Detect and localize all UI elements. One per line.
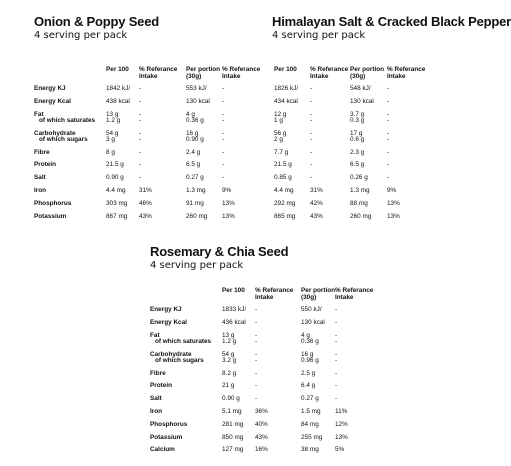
- row-value: -: [139, 161, 142, 169]
- row-label: Fat: [34, 110, 44, 118]
- row-value: -: [255, 331, 258, 339]
- row-sublabel: of which sugars: [39, 136, 88, 144]
- column-header: % Referance Intake: [387, 66, 426, 81]
- column-header: % Referance Intake: [310, 66, 349, 81]
- row-label: Potassium: [150, 433, 183, 441]
- row-value: -: [387, 117, 390, 125]
- row-value: -: [139, 117, 142, 125]
- row-label: Calcium: [150, 446, 175, 454]
- row-value: 260 mg: [186, 212, 208, 220]
- row-value: -: [387, 85, 390, 92]
- row-value: -: [335, 395, 338, 403]
- row-label: Energy KJ: [150, 306, 182, 313]
- row-value: -: [255, 395, 258, 403]
- row-value: 1826 kJ/: [274, 85, 299, 92]
- panel-subtitle: 4 serving per pack: [272, 30, 366, 41]
- row-value: -: [335, 369, 338, 377]
- row-value: -: [335, 382, 338, 390]
- row-value: 21 g: [222, 382, 235, 390]
- row-value: -: [387, 161, 390, 169]
- row-value: -: [387, 136, 390, 144]
- row-value: 1.5 mg: [301, 408, 321, 415]
- row-value: 43%: [139, 212, 152, 220]
- row-value: 11%: [335, 408, 348, 415]
- row-value: 0.36 g: [301, 338, 319, 346]
- column-header: Per 100: [106, 66, 129, 73]
- row-value: 0.90 g: [106, 174, 124, 182]
- row-sublabel: of which saturates: [155, 338, 212, 346]
- row-value: 13 g: [222, 331, 235, 339]
- row-value: 13%: [387, 212, 400, 220]
- column-header: % Referance Intake: [255, 287, 294, 302]
- row-label: Carbohydrate: [34, 129, 76, 137]
- row-value: -: [139, 110, 142, 118]
- row-value: 16 g: [186, 129, 199, 137]
- row-value: 4 g: [186, 110, 195, 118]
- row-value: 1 g: [274, 117, 283, 125]
- row-value: 0.90 g: [222, 395, 240, 403]
- row-value: -: [310, 129, 313, 137]
- column-header: Per 100: [222, 287, 245, 294]
- row-value: 31%: [139, 187, 152, 194]
- row-value: 38 mg: [301, 446, 319, 454]
- row-value: 3.7 g: [350, 110, 365, 118]
- row-value: -: [335, 357, 338, 365]
- row-value: -: [310, 85, 313, 92]
- row-value: 130 kcal: [350, 97, 374, 105]
- row-value: 5.1 mg: [222, 408, 242, 415]
- row-value: -: [387, 129, 390, 137]
- row-value: 21.5 g: [106, 161, 124, 169]
- row-label: Protein: [150, 382, 173, 390]
- row-value: -: [335, 331, 338, 339]
- row-value: 21.5 g: [274, 161, 292, 169]
- row-value: 4 g: [301, 331, 310, 339]
- row-value: 12 g: [274, 110, 287, 118]
- nutrition-panel-1: [34, 14, 269, 234]
- row-value: -: [222, 136, 225, 144]
- row-value: 5%: [335, 446, 345, 454]
- row-value: -: [222, 148, 225, 156]
- row-value: 438 kcal: [106, 97, 130, 105]
- row-value: 281 mg: [222, 420, 244, 428]
- row-value: 260 mg: [350, 212, 372, 220]
- row-value: 43%: [255, 433, 268, 441]
- row-value: 16 g: [301, 350, 314, 358]
- row-value: -: [255, 357, 258, 365]
- row-value: 2.3 g: [350, 148, 365, 156]
- row-value: -: [139, 97, 142, 105]
- row-value: 865 mg: [274, 212, 296, 220]
- row-value: -: [335, 338, 338, 346]
- row-value: 4.4 mg: [106, 187, 126, 194]
- row-value: 434 kcal: [274, 97, 298, 105]
- row-value: 0.3 g: [350, 117, 365, 125]
- row-value: 0.36 g: [186, 117, 204, 125]
- row-label: Fibre: [150, 369, 166, 377]
- row-value: -: [255, 350, 258, 358]
- nutrition-panel-3: [150, 244, 385, 459]
- row-sublabel: of which sugars: [155, 357, 204, 365]
- row-value: -: [222, 97, 225, 105]
- row-value: 0.6 g: [350, 136, 365, 144]
- row-value: -: [222, 129, 225, 137]
- row-value: -: [222, 85, 225, 92]
- nutrition-panel-2: [272, 14, 511, 234]
- row-value: 17 g: [350, 129, 363, 137]
- row-value: -: [310, 117, 313, 125]
- row-value: 7.7 g: [274, 148, 289, 156]
- row-label: Energy KJ: [34, 85, 66, 92]
- panel-title: Onion & Poppy Seed: [34, 14, 159, 29]
- row-value: 292 mg: [274, 199, 296, 207]
- row-value: 553 kJ/: [186, 85, 207, 92]
- row-label: Fat: [150, 331, 160, 339]
- row-value: 31%: [310, 187, 323, 194]
- row-sublabel: of which saturates: [39, 117, 96, 125]
- row-value: 54 g: [222, 350, 235, 358]
- row-value: -: [139, 129, 142, 137]
- row-value: 13%: [222, 199, 235, 207]
- row-value: 13%: [222, 212, 235, 220]
- row-value: -: [222, 174, 225, 182]
- row-value: -: [335, 350, 338, 358]
- panel-title: Rosemary & Chia Seed: [150, 244, 289, 259]
- row-value: 6.4 g: [301, 382, 316, 390]
- row-value: -: [310, 136, 313, 144]
- row-label: Iron: [34, 187, 47, 194]
- row-value: 2.4 g: [186, 148, 201, 156]
- row-value: -: [222, 117, 225, 125]
- row-value: 130 kcal: [186, 97, 210, 105]
- row-label: Potassium: [34, 212, 67, 220]
- column-header: % Referance Intake: [139, 66, 178, 81]
- row-value: 2.5 g: [301, 369, 316, 377]
- row-value: -: [335, 318, 338, 326]
- column-header: Per portion (30g): [186, 66, 221, 81]
- row-value: 2 g: [274, 136, 283, 144]
- row-value: 56 g: [274, 129, 287, 137]
- row-value: 548 kJ/: [350, 85, 371, 92]
- row-value: -: [222, 110, 225, 118]
- row-value: 867 mg: [106, 212, 128, 220]
- row-value: 550 kJ/: [301, 306, 322, 313]
- row-value: 1842 kJ/: [106, 85, 131, 92]
- row-value: 6.5 g: [350, 161, 365, 169]
- row-value: -: [387, 148, 390, 156]
- row-value: -: [255, 382, 258, 390]
- row-value: 1833 kJ/: [222, 306, 247, 313]
- row-value: -: [139, 148, 142, 156]
- row-value: 255 mg: [301, 433, 323, 441]
- row-value: 0.27 g: [301, 395, 319, 403]
- row-value: -: [387, 174, 390, 182]
- row-label: Salt: [150, 395, 162, 403]
- row-value: -: [387, 97, 390, 105]
- row-value: 8 g: [106, 148, 115, 156]
- row-value: -: [139, 85, 142, 92]
- row-value: 303 mg: [106, 199, 128, 207]
- row-value: 54 g: [106, 129, 119, 137]
- row-value: 1.2 g: [222, 338, 237, 346]
- row-value: 12%: [335, 420, 348, 428]
- row-value: -: [310, 110, 313, 118]
- row-value: 127 mg: [222, 446, 244, 454]
- row-value: 130 kcal: [301, 318, 325, 326]
- row-value: 16%: [255, 446, 268, 454]
- row-value: 8.2 g: [222, 369, 237, 377]
- row-value: -: [222, 161, 225, 169]
- row-value: 36%: [255, 408, 268, 415]
- row-value: 3.2 g: [222, 357, 237, 365]
- row-value: -: [255, 338, 258, 346]
- row-value: 1.2 g: [106, 117, 121, 125]
- row-value: -: [139, 174, 142, 182]
- row-value: 0.96 g: [301, 357, 319, 365]
- panel-subtitle: 4 serving per pack: [34, 30, 128, 41]
- column-header: % Referance Intake: [335, 287, 374, 302]
- row-label: Phosphorus: [150, 420, 188, 428]
- row-label: Fibre: [34, 148, 50, 156]
- row-value: 0.90 g: [186, 136, 204, 144]
- panel-title: Himalayan Salt & Cracked Black Pepper: [272, 14, 511, 29]
- column-header: Per 100: [274, 66, 297, 73]
- row-value: -: [255, 318, 258, 326]
- row-value: 0.27 g: [186, 174, 204, 182]
- row-label: Salt: [34, 174, 46, 182]
- row-value: 1.3 mg: [186, 187, 206, 194]
- row-value: -: [387, 110, 390, 118]
- row-value: -: [310, 161, 313, 169]
- row-value: -: [255, 369, 258, 377]
- row-value: 9%: [387, 187, 397, 194]
- row-value: 13 g: [106, 110, 119, 118]
- row-value: 40%: [255, 420, 268, 428]
- row-value: 9%: [222, 187, 232, 194]
- row-value: -: [310, 97, 313, 105]
- row-value: -: [310, 148, 313, 156]
- row-value: 0.85 g: [274, 174, 292, 182]
- row-value: 13%: [335, 433, 348, 441]
- row-value: 3 g: [106, 136, 115, 144]
- row-label: Carbohydrate: [150, 350, 192, 358]
- row-label: Iron: [150, 408, 163, 415]
- row-value: 88 mg: [350, 199, 368, 207]
- row-value: 850 mg: [222, 433, 244, 441]
- row-value: 4.4 mg: [274, 187, 294, 194]
- row-value: 46%: [139, 199, 152, 207]
- row-value: -: [310, 174, 313, 182]
- row-value: 6.5 g: [186, 161, 201, 169]
- row-value: -: [139, 136, 142, 144]
- row-label: Protein: [34, 161, 57, 169]
- row-label: Energy Kcal: [150, 318, 187, 326]
- row-label: Energy Kcal: [34, 97, 71, 105]
- row-value: 91 mg: [186, 199, 204, 207]
- row-value: 436 kcal: [222, 318, 246, 326]
- row-value: 1.3 mg: [350, 187, 370, 194]
- column-header: Per portion (30g): [350, 66, 385, 81]
- column-header: % Referance Intake: [222, 66, 261, 81]
- row-value: 42%: [310, 199, 323, 207]
- row-value: 13%: [387, 199, 400, 207]
- panel-subtitle: 4 serving per pack: [150, 260, 244, 271]
- column-header: Per portion (30g): [301, 287, 336, 302]
- row-value: 84 mg: [301, 420, 319, 428]
- row-value: 0.26 g: [350, 174, 368, 182]
- row-value: -: [335, 306, 338, 313]
- row-value: 43%: [310, 212, 323, 220]
- row-label: Phosphorus: [34, 199, 72, 207]
- row-value: -: [255, 306, 258, 313]
